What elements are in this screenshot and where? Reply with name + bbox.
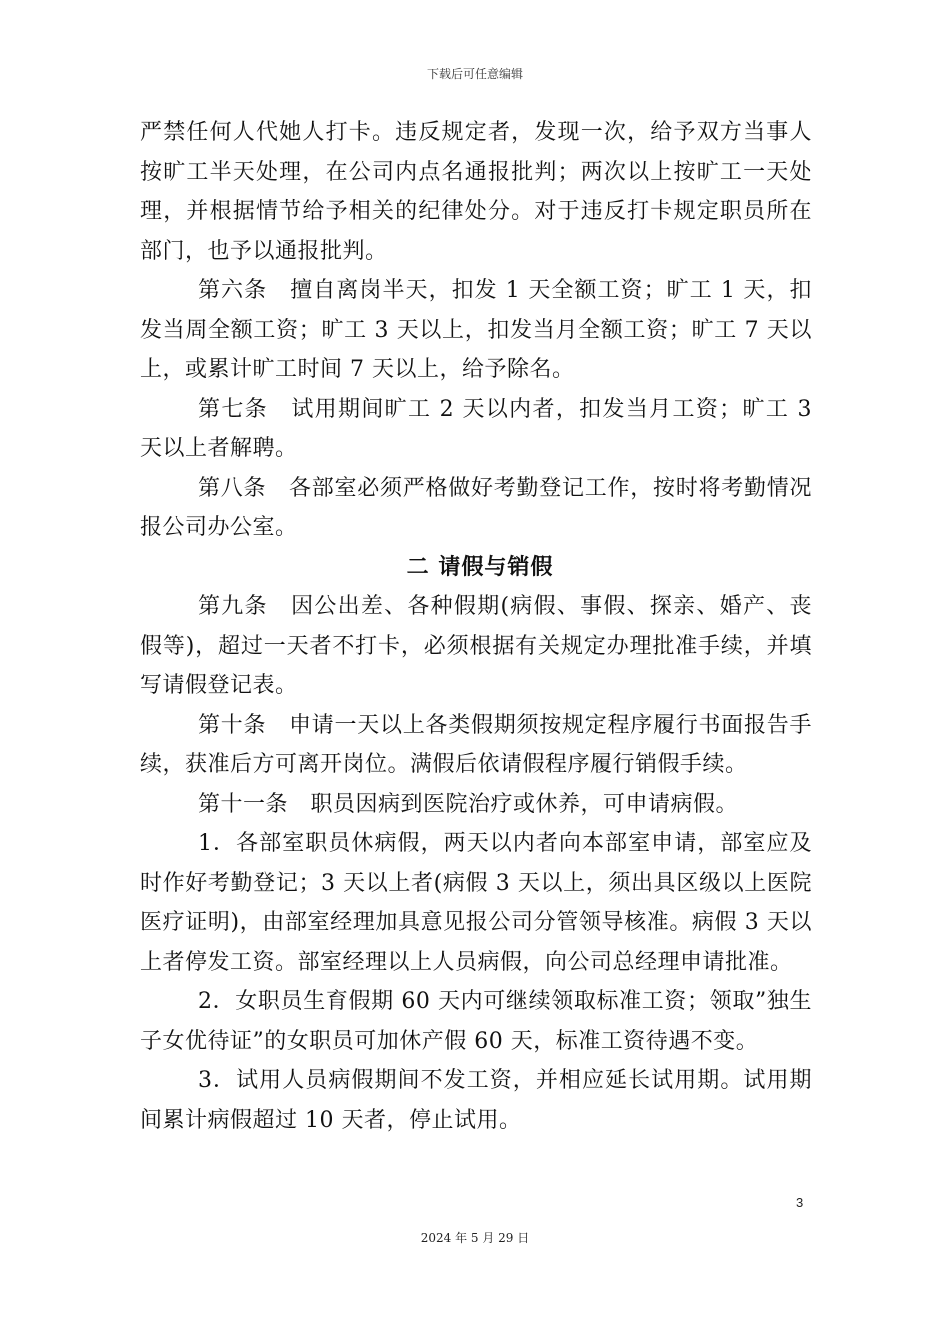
page-number: 3 <box>796 1195 804 1210</box>
article-9: 第九条 因公出差、各种假期(病假、事假、探亲、婚产、丧假等)，超过一天者不打卡，必须根据有关规定办理批准手续，并填写请假登记表。 <box>140 594 812 698</box>
paragraph-attendance-fraud: 严禁任何人代她人打卡。违反规定者，发现一次，给予双方当事人按旷工半天处理，在公司内点名通报批判；两次以上按旷工一天处理，并根据情节给予相关的纪律处分。对于违反打卡规定职员所在部门，也予以通报批判。 <box>140 120 812 264</box>
page-header: 下载后可任意编辑 <box>426 67 523 81</box>
article-7: 第七条 试用期间旷工 2 天以内者，扣发当月工资；旷工 3 天以上者解聘。 <box>140 396 812 461</box>
section-title-leave: 二 请假与销假 <box>406 554 554 580</box>
article-8: 第八条 各部室必须严格做好考勤登记工作，按时将考勤情况报公司办公室。 <box>140 475 812 540</box>
footer-date: 2024 年 5 月 29 日 <box>420 1231 530 1245</box>
article-11-item-1: 1．各部室职员休病假，两天以内者向本部室申请，部室应及时作好考勤登记；3 天以上者(病假 3 天以上，须出具区级以上医院医疗证明)，由部室经理加具意见报公司分管领导核准。病假 3 天以上者停发工资。部室经理以上人员病假，向公司总经理申请批准。 <box>140 831 812 975</box>
article-10: 第十条 申请一天以上各类假期须按规定程序履行书面报告手续，获准后方可离开岗位。满假后依请假程序履行销假手续。 <box>140 712 812 777</box>
article-11-item-3: 3．试用人员病假期间不发工资，并相应延长试用期。试用期间累计病假超过 10 天者，停止试用。 <box>140 1068 812 1133</box>
article-6: 第六条 擅自离岗半天，扣发 1 天全额工资；旷工 1 天，扣发当周全额工资；旷工 3 天以上，扣发当月全额工资；旷工 7 天以上，或累计旷工时间 7 天以上，给予除名。 <box>140 278 812 382</box>
document-body <box>140 113 812 1140</box>
article-11: 第十一条 职员因病到医院治疗或休养，可申请病假。 <box>198 791 739 817</box>
article-11-item-2: 2．女职员生育假期 60 天内可继续领取标准工资；领取”独生子女优待证”的女职员可加休产假 60 天，标准工资待遇不变。 <box>140 989 812 1054</box>
